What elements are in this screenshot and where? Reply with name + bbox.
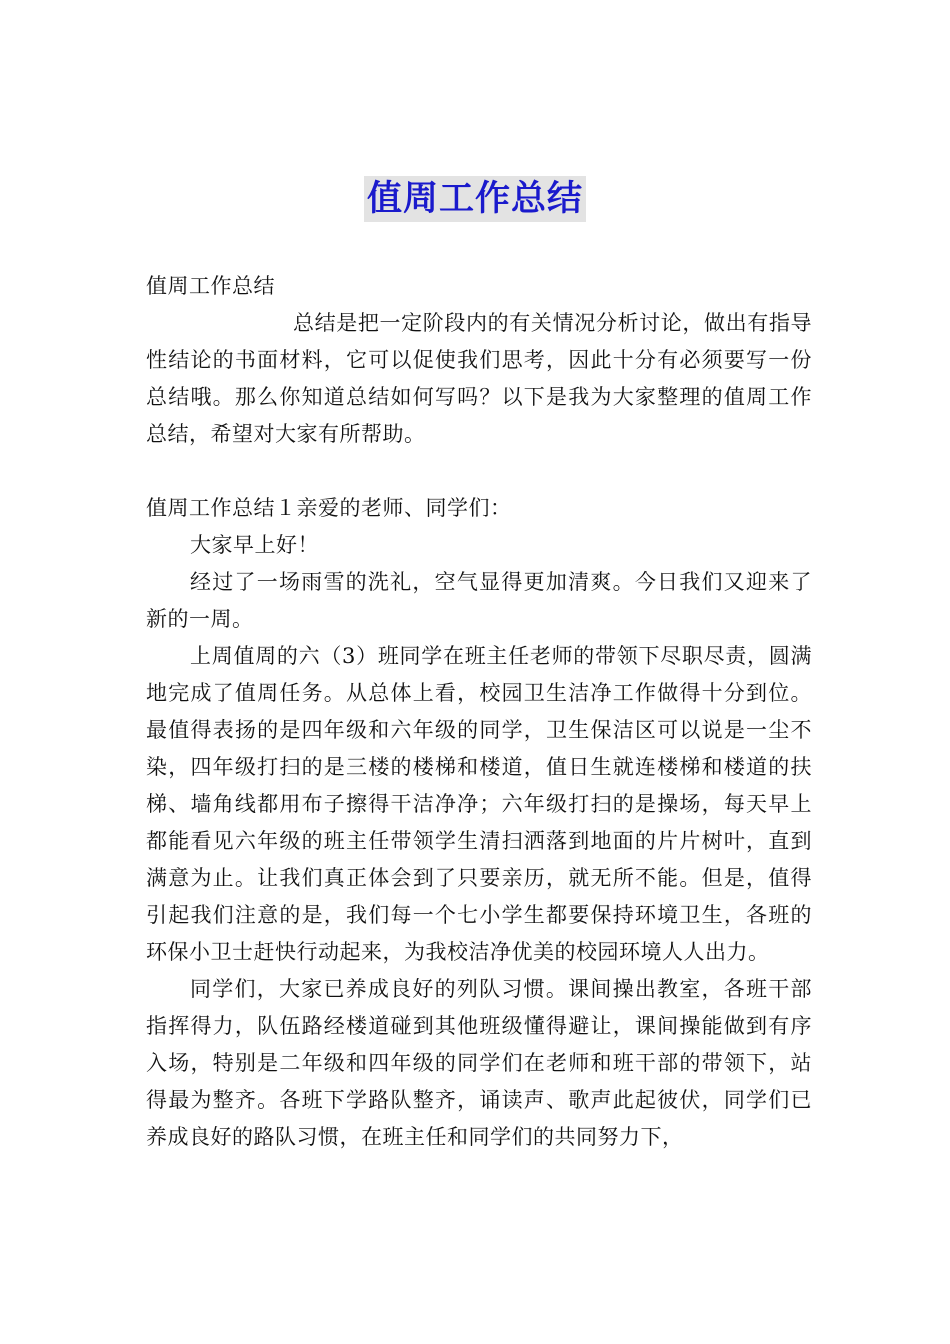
document-body [146,268,812,1156]
subtitle: 值周工作总结 [146,274,275,298]
greeting: 大家早上好！ [190,533,319,557]
title-container [0,176,950,222]
document-title: 值周工作总结 [364,176,586,222]
body-paragraph: 经过了一场雨雪的洗礼，空气显得更加清爽。今日我们又迎来了新的一周。 [146,570,812,631]
body-paragraph: 同学们，大家已养成良好的列队习惯。课间操出教室，各班干部指挥得力，队伍路经楼道碰到其他班级懂得避让，课间操能做到有序入场，特别是二年级和四年级的同学们在老师和班干部的带领下，站得最为整齐。各班下学路队整齐，诵读声、歌声此起彼伏，同学们已养成良好的路队习惯，在班主任和同学们的共同努力下， [146,977,812,1149]
paragraph-gap [146,453,812,490]
section-heading: 值周工作总结１亲爱的老师、同学们： [146,496,512,520]
intro-paragraph: 总结是把一定阶段内的有关情况分析讨论，做出有指导性结论的书面材料，它可以促使我们思考，因此十分有必须要写一份总结哦。那么你知道总结如何写吗？以下是我为大家整理的值周工作总结，希望对大家有所帮助。 [146,311,812,446]
body-paragraph: 上周值周的六（3）班同学在班主任老师的带领下尽职尽责，圆满地完成了值周任务。从总体上看，校园卫生洁净工作做得十分到位。最值得表扬的是四年级和六年级的同学，卫生保洁区可以说是一尘不染，四年级打扫的是三楼的楼梯和楼道，值日生就连楼梯和楼道的扶梯、墙角线都用布子擦得干洁净净；六年级打扫的是操场，每天早上都能看见六年级的班主任带领学生清扫洒落到地面的片片树叶，直到满意为止。让我们真正体会到了只要亲历，就无所不能。但是，值得引起我们注意的是，我们每一个七小学生都要保持环境卫生，各班的环保小卫士赶快行动起来，为我校洁净优美的校园环境人人出力。 [146,644,812,964]
